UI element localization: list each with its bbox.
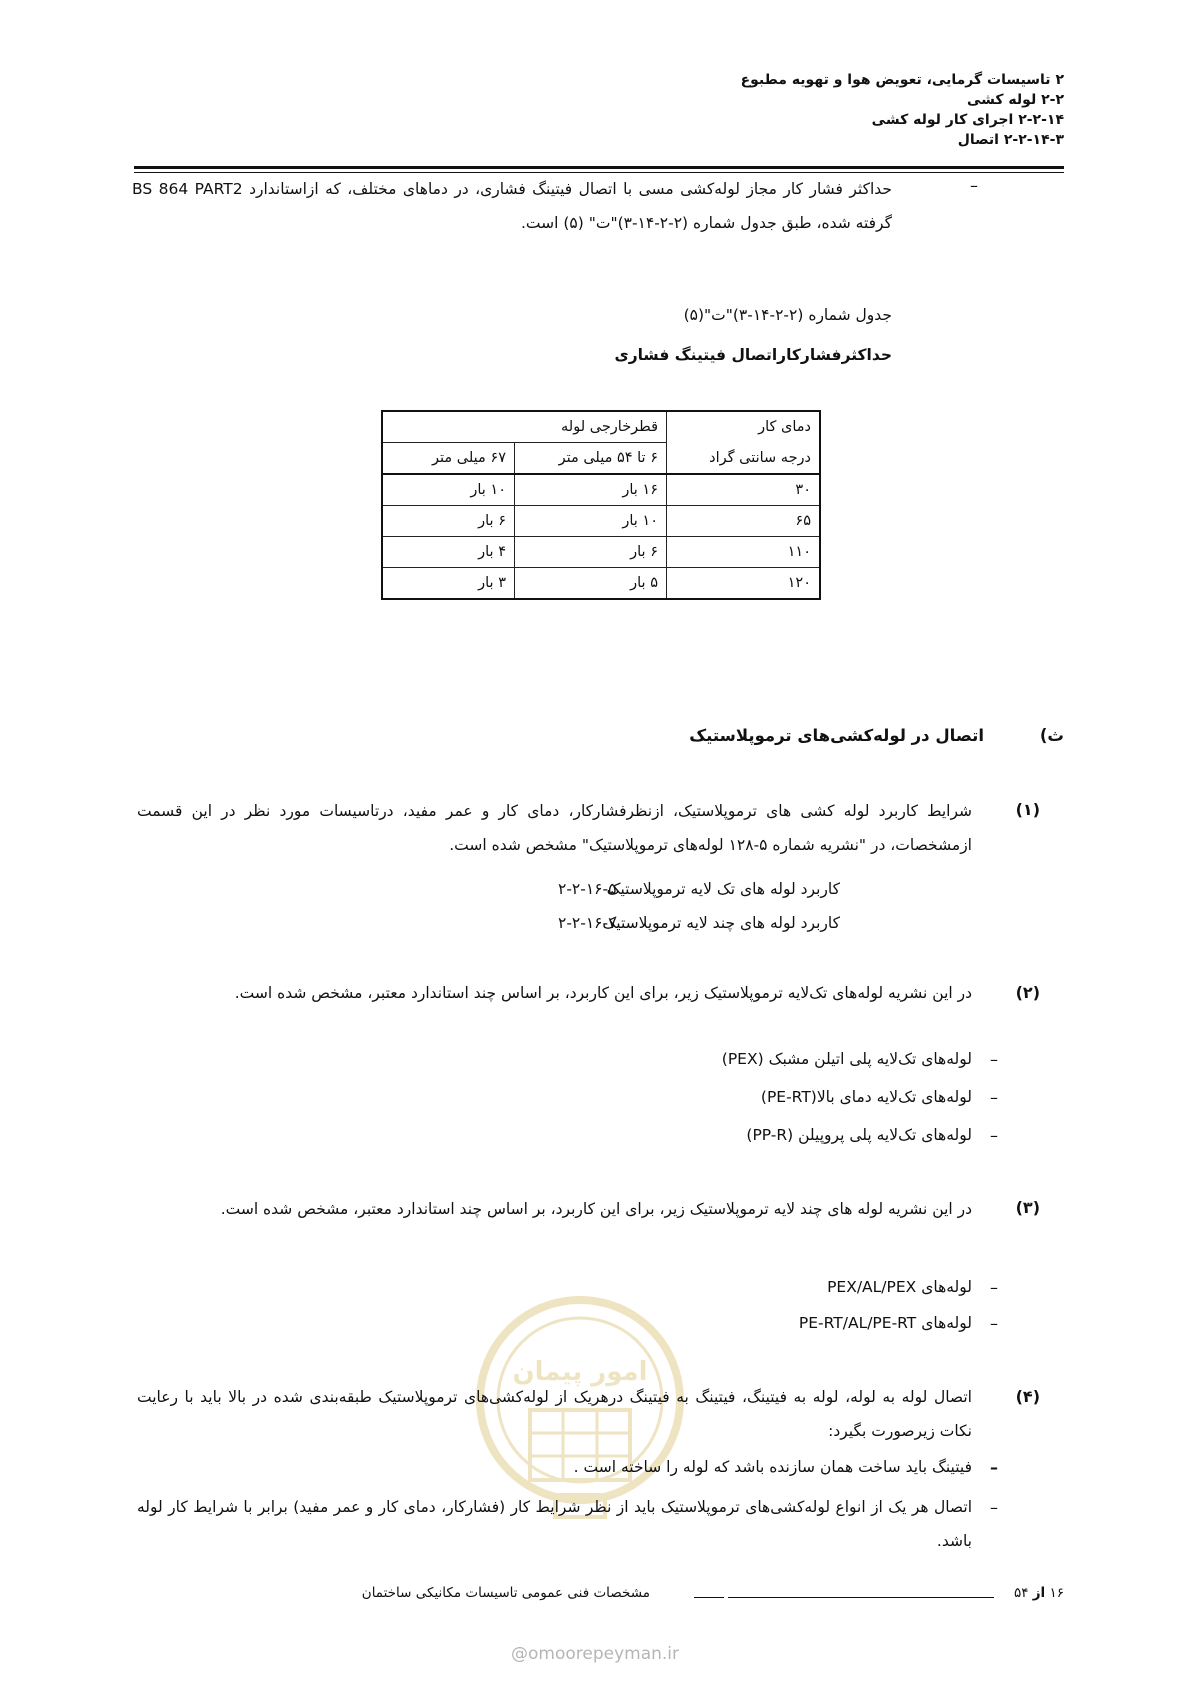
table-cell-small: ۱۰ بار	[515, 506, 667, 537]
item-2-bullet-2: لوله‌های تک‌لایه دمای بالا(PE-RT)	[760, 1088, 972, 1106]
watermark-logo-text: امور پیمان	[512, 1357, 648, 1387]
item-3-text: در این نشریه لوله های چند لایه ترموپلاستیک زیر، برای این کاربرد، بر اساس چند استاندارد معتبر، مشخص شده است.	[220, 1200, 972, 1218]
table-cell-temp: ۳۰	[667, 474, 821, 506]
item-1-ref-2: ۲-۲-۱۶-۷	[558, 914, 617, 932]
footer-page-number: ۱۶ از ۵۴	[1013, 1585, 1064, 1601]
table-row	[382, 568, 820, 600]
intro-paragraph: حداکثر فشار کار مجاز لوله‌کشی مسی با اتصال فیتینگ فشاری، در دماهای مختلف، که ازاستاندارد BS 864 PART2 گرفته شده، طبق جدول شماره (۲-۲-۱۴-۳)"ت" (۵) است.	[132, 180, 892, 232]
header-line-3: ۲-۲-۱۴ اجرای کار لوله کشی	[871, 112, 1064, 128]
table-cell-large: ۶ بار	[382, 506, 515, 537]
page-header	[741, 70, 1064, 150]
item-4-bullet-2: اتصال هر یک از انواع لوله‌کشی‌های ترموپلاستیک باید از نظر شرایط کار (فشارکار، دمای کار و عمر مفید) برابر با شرایط کار لوله باشد.	[137, 1498, 972, 1550]
table-cell-large: ۳ بار	[382, 568, 515, 600]
item-2-bullet-dash: –	[990, 1126, 998, 1145]
table-row	[382, 537, 820, 568]
table-cell-temp: ۱۲۰	[667, 568, 821, 600]
table-cell-small: ۶ بار	[515, 537, 667, 568]
table-row	[382, 506, 820, 537]
item-1-ref-1-text: کاربرد لوله های تک لایه ترموپلاستیک	[606, 880, 840, 898]
intro-bullet: –	[970, 176, 978, 195]
table-header-temp: دمای کار	[667, 411, 821, 443]
pressure-table	[381, 410, 821, 600]
table-header-diameter: قطرخارجی لوله	[382, 411, 667, 443]
item-1-ref-2-text: کاربرد لوله های چند لایه ترموپلاستیک	[602, 914, 840, 932]
header-line-1: ۲ تاسیسات گرمایی، تعویض هوا و تهویه مطبوع	[740, 72, 1064, 88]
item-4-bullet-1: فیتینگ باید ساخت همان سازنده باشد که لوله را ساخته است .	[573, 1458, 972, 1476]
table-row	[382, 474, 820, 506]
item-2-bullet-3: لوله‌های تک‌لایه پلی پروپیلن (PP-R)	[746, 1126, 972, 1144]
item-3-number: (۳)	[1015, 1198, 1040, 1217]
item-1-text: شرایط کاربرد لوله کشی های ترموپلاستیک، ازنظرفشارکار، دمای کار و عمر مفید، درتاسیسات مورد نظر در این قسمت ازمشخصات، در "نشریه شماره ۵-۱۲۸ لوله‌های ترموپلاستیک" مشخص شده است.	[137, 802, 972, 854]
table-number: جدول شماره (۲-۲-۱۴-۳)"ت"(۵)	[683, 306, 892, 324]
section-letter: ث)	[1039, 726, 1064, 745]
section-title: اتصال در لوله‌کشی‌های ترموپلاستیک	[689, 726, 984, 745]
table-cell-large: ۴ بار	[382, 537, 515, 568]
table-cell-temp: ۶۵	[667, 506, 821, 537]
footer-rule-left	[694, 1597, 724, 1598]
table-cell-small: ۱۶ بار	[515, 474, 667, 506]
table-cell-large: ۱۰ بار	[382, 474, 515, 506]
table-title: حداکثرفشارکاراتصال فیتینگ فشاری	[614, 346, 892, 364]
table-cell-temp: ۱۱۰	[667, 537, 821, 568]
table-header-temp-unit: درجه سانتی گراد	[667, 443, 821, 475]
item-1-ref-1: ۲-۲-۱۶-۵	[558, 880, 617, 898]
item-1-number: (۱)	[1015, 800, 1040, 819]
table-header-col-large: ۶۷ میلی متر	[382, 443, 515, 475]
item-2-bullet-1: لوله‌های تک‌لایه پلی اتیلن مشبک (PEX)	[721, 1050, 972, 1068]
item-3-bullet-dash: –	[990, 1314, 998, 1333]
header-divider-thick	[134, 166, 1064, 169]
table-cell-small: ۵ بار	[515, 568, 667, 600]
header-line-4: ۲-۲-۱۴-۳ اتصال	[957, 132, 1064, 148]
item-3-bullet-2: لوله‌های PE-RT/AL/PE-RT	[798, 1314, 972, 1332]
header-line-2: ۲-۲ لوله کشی	[967, 92, 1064, 108]
item-4-number: (۴)	[1015, 1387, 1040, 1406]
table-header-col-small: ۶ تا ۵۴ میلی متر	[515, 443, 667, 475]
watermark-site-url: @omoorepeyman.ir	[510, 1644, 680, 1664]
footer-title: مشخصات فنی عمومی تاسیسات مکانیکی ساختمان	[361, 1585, 650, 1601]
item-4-bullet-dash: –	[990, 1458, 998, 1477]
item-4-text: اتصال لوله به لوله، لوله به فیتینگ، فیتینگ به فیتینگ درهریک از لوله‌کشی‌های ترموپلاستیک طبقه‌بندی شده در بالا باید با رعایت نکات زیرصورت بگیرد:	[137, 1388, 972, 1440]
item-3-bullet-dash: –	[990, 1278, 998, 1297]
item-3-bullet-1: لوله‌های PEX/AL/PEX	[827, 1278, 972, 1296]
item-2-number: (۲)	[1015, 983, 1040, 1002]
item-4-bullet-dash: –	[990, 1498, 998, 1517]
item-2-text: در این نشریه لوله‌های تک‌لایه ترموپلاستیک زیر، برای این کاربرد، بر اساس چند استاندارد معتبر، مشخص شده است.	[234, 984, 972, 1002]
item-2-bullet-dash: –	[990, 1088, 998, 1107]
item-2-bullet-dash: –	[990, 1050, 998, 1069]
footer-rule-right	[728, 1597, 994, 1598]
